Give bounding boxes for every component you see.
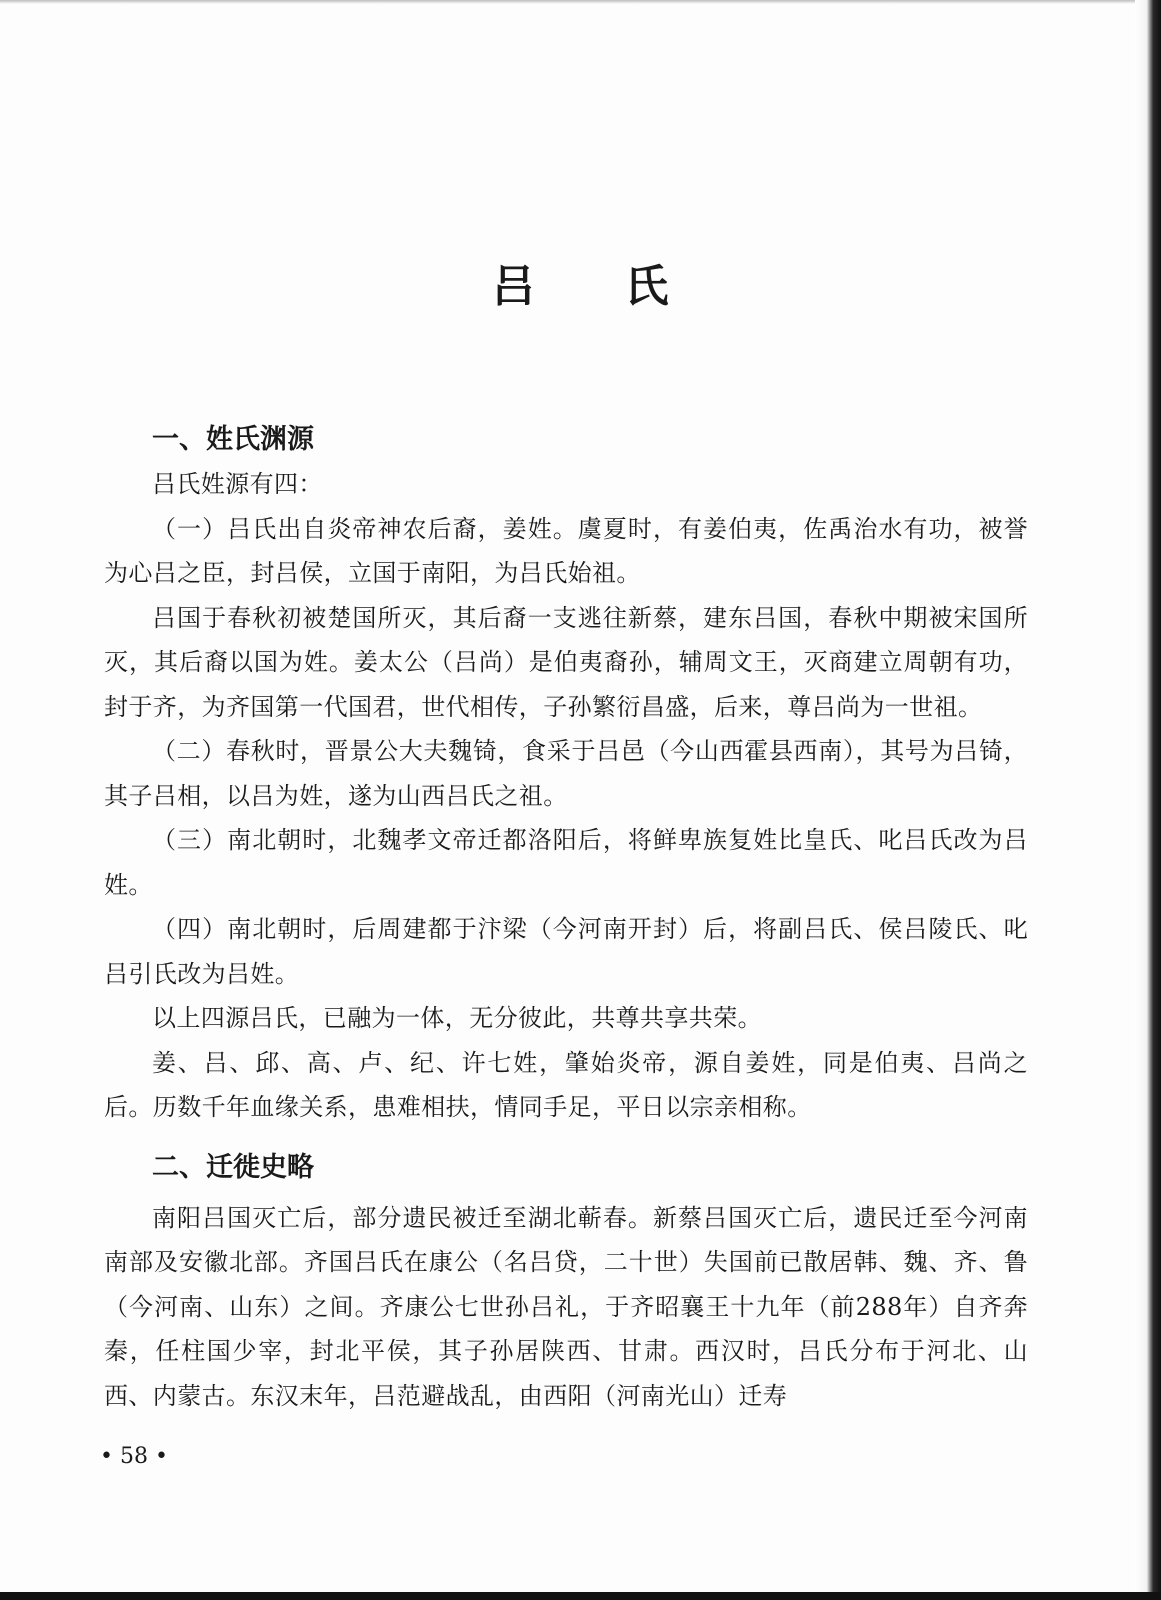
paragraph: （一）吕氏出自炎帝神农后裔，姜姓。虞夏时，有姜伯夷，佐禹治水有功，被誉为心吕之臣，封吕侯，立国于南阳，为吕氏始祖。: [104, 514, 1028, 587]
section-heading-migration: 二、迁徙史略: [152, 1151, 314, 1183]
paragraph: 姜、吕、邱、高、卢、纪、许七姓，肇始炎帝，源自姜姓，同是伯夷、吕尚之后。历数千年血缘关系，患难相扶，情同手足，平日以宗亲相称。: [104, 1048, 1028, 1121]
paragraph: （二）春秋时，晋景公大夫魏锜，食采于吕邑（今山西霍县西南），其号为吕锜，其子吕相，以吕为姓，遂为山西吕氏之祖。: [104, 737, 1028, 810]
paragraph: 吕氏姓源有四：: [152, 470, 323, 498]
title-char-left: 吕: [491, 261, 537, 312]
article-body: [104, 418, 1028, 1418]
page-number: • 58 •: [100, 1444, 168, 1469]
page-title: [0, 250, 1161, 314]
paragraph: （四）南北朝时，后周建都于汴梁（今河南开封）后，将副吕氏、侯吕陵氏、叱吕引氏改为吕姓。: [104, 915, 1028, 988]
paragraph: 吕国于春秋初被楚国所灭，其后裔一支逃往新蔡，建东吕国，春秋中期被宋国所灭，其后裔以国为姓。姜太公（吕尚）是伯夷裔孙，辅周文王，灭商建立周朝有功，封于齐，为齐国第一代国君，世代相传，子孙繁衍昌盛，后来，尊吕尚为一世祖。: [104, 603, 1028, 721]
paragraph: 以上四源吕氏，已融为一体，无分彼此，共尊共享共荣。: [152, 1004, 762, 1032]
paragraph: 南阳吕国灭亡后，部分遗民被迁至湖北蕲春。新蔡吕国灭亡后，遗民迁至今河南南部及安徽北部。齐国吕氏在康公（名吕贷，二十世）失国前已散居韩、魏、齐、鲁（今河南、山东）之间。齐康公七世孙吕礼，于齐昭襄王十九年（前288年）自齐奔秦，任柱国少宰，封北平侯，其子孙居陕西、甘肃。西汉时，吕氏分布于河北、山西、内蒙古。东汉末年，吕范避战乱，由西阳（河南光山）迁寿: [104, 1203, 1028, 1410]
scan-edge-bottom: [0, 1592, 1161, 1600]
paragraph: （三）南北朝时，北魏孝文帝迁都洛阳后，将鲜卑族复姓比皇氏、叱吕氏改为吕姓。: [104, 826, 1028, 899]
scan-edge-top: [0, 0, 1161, 4]
scan-edge-right: [1135, 0, 1161, 1600]
section-heading-origin: 一、姓氏渊源: [152, 424, 314, 455]
title-char-right: 氏: [624, 261, 670, 312]
